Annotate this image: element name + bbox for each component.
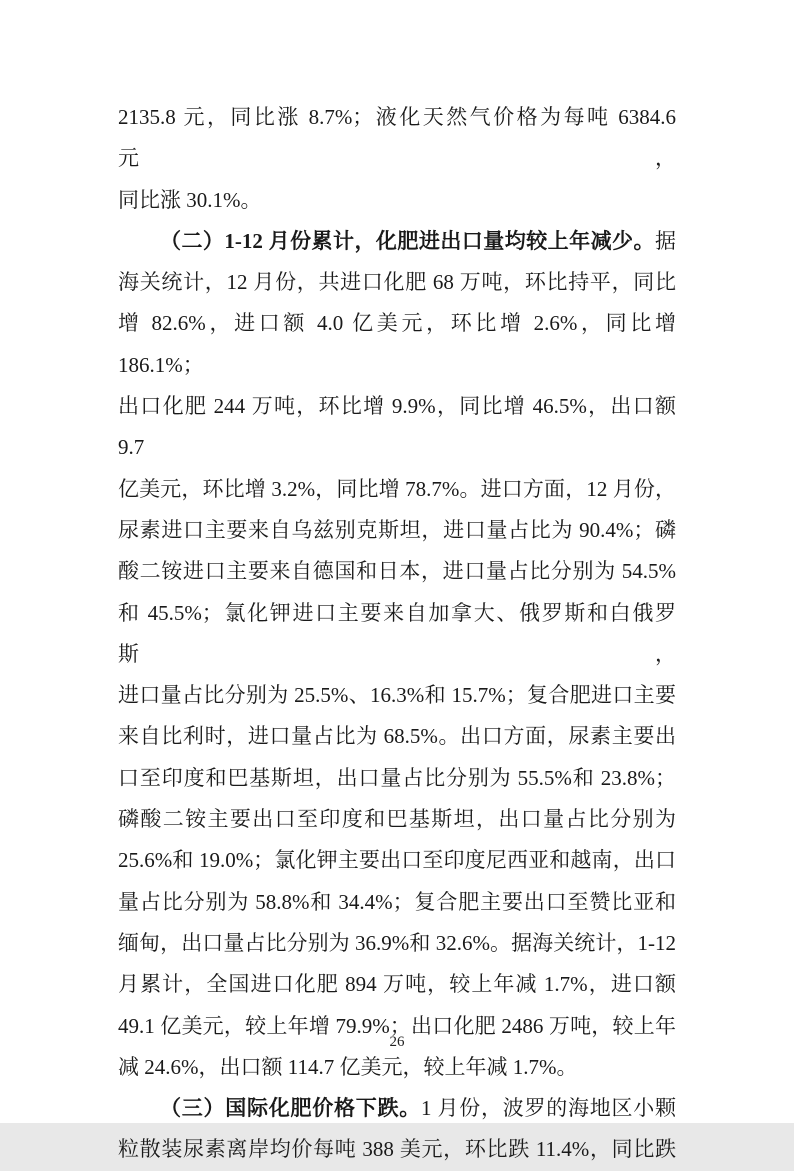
text-line bbox=[118, 1088, 676, 1129]
line-text: 磷酸二铵主要出口至印度和巴基斯坦，出口量占比分别为 bbox=[118, 807, 676, 832]
page-body bbox=[118, 97, 676, 1171]
text-line bbox=[118, 675, 676, 716]
paragraph-section-3 bbox=[118, 1088, 676, 1171]
line-text: 1 月份，波罗的海地区小颗 bbox=[421, 1096, 676, 1121]
text-line bbox=[118, 469, 676, 510]
line-text: 2135.8 元，同比涨 8.7%；液化天然气价格为每吨 6384.6 元， bbox=[118, 105, 676, 171]
line-text: 缅甸，出口量占比分别为 36.9%和 32.6%。据海关统计，1-12 bbox=[118, 930, 676, 955]
text-line bbox=[118, 799, 676, 840]
text-line bbox=[118, 262, 676, 303]
paragraph-section-2 bbox=[118, 221, 676, 1088]
line-text: 49.1 亿美元，较上年增 79.9%；出口化肥 2486 万吨，较上年 bbox=[118, 1013, 676, 1038]
text-line bbox=[118, 882, 676, 923]
line-text: 量占比分别为 58.8%和 34.4%；复合肥主要出口至赞比亚和 bbox=[118, 889, 676, 914]
line-text: 和 45.5%；氯化钾进口主要来自加拿大、俄罗斯和白俄罗斯， bbox=[118, 600, 676, 666]
page-number: 26 bbox=[389, 1034, 405, 1050]
line-text: 月累计，全国进口化肥 894 万吨，较上年减 1.7%，进口额 bbox=[118, 972, 676, 997]
paragraph-continuation bbox=[118, 97, 676, 221]
text-line bbox=[118, 510, 676, 551]
line-text: 减 24.6%，出口额 114.7 亿美元，较上年减 1.7%。 bbox=[118, 1054, 578, 1079]
text-line bbox=[118, 593, 676, 676]
text-line bbox=[118, 1047, 676, 1088]
text-line bbox=[118, 97, 676, 180]
line-text: 增 82.6%，进口额 4.0 亿美元，环比增 2.6%，同比增 186.1%； bbox=[118, 311, 676, 377]
line-text: 进口量占比分别为 25.5%、16.3%和 15.7%；复合肥进口主要 bbox=[118, 683, 676, 708]
line-text: 粒散装尿素离岸均价每吨 388 美元，环比跌 11.4%，同比跌 bbox=[118, 1137, 676, 1162]
line-text: 海关统计，12 月份，共进口化肥 68 万吨，环比持平，同比 bbox=[118, 270, 676, 295]
line-text: 口至印度和巴基斯坦，出口量占比分别为 55.5%和 23.8%； bbox=[118, 765, 676, 790]
line-text: 同比涨 30.1%。 bbox=[118, 187, 262, 212]
line-text: 据 bbox=[655, 228, 676, 253]
line-text: 酸二铵进口主要来自德国和日本，进口量占比分别为 54.5% bbox=[118, 559, 676, 584]
line-text: 25.6%和 19.0%；氯化钾主要出口至印度尼西亚和越南，出口 bbox=[118, 848, 676, 873]
text-line bbox=[118, 1129, 676, 1170]
text-line bbox=[118, 758, 676, 799]
text-line bbox=[118, 716, 676, 757]
text-line bbox=[118, 840, 676, 881]
text-line bbox=[118, 221, 676, 262]
line-text: 来自比利时，进口量占比为 68.5%。出口方面，尿素主要出 bbox=[118, 724, 676, 749]
text-line bbox=[118, 180, 676, 221]
text-line bbox=[118, 923, 676, 964]
line-text: 出口化肥 244 万吨，环比增 9.9%，同比增 46.5%，出口额 9.7 bbox=[118, 394, 676, 460]
section-2-heading: （二）1-12 月份累计，化肥进出口量均较上年减少。 bbox=[160, 228, 655, 253]
text-line bbox=[118, 551, 676, 592]
text-line bbox=[118, 386, 676, 469]
line-text: 亿美元，环比增 3.2%，同比增 78.7%。进口方面，12 月份， bbox=[118, 476, 676, 501]
line-text: 尿素进口主要来自乌兹别克斯坦，进口量占比为 90.4%；磷 bbox=[118, 517, 676, 542]
text-line bbox=[118, 964, 676, 1005]
text-line bbox=[118, 303, 676, 386]
section-3-heading: （三）国际化肥价格下跌。 bbox=[160, 1096, 421, 1121]
